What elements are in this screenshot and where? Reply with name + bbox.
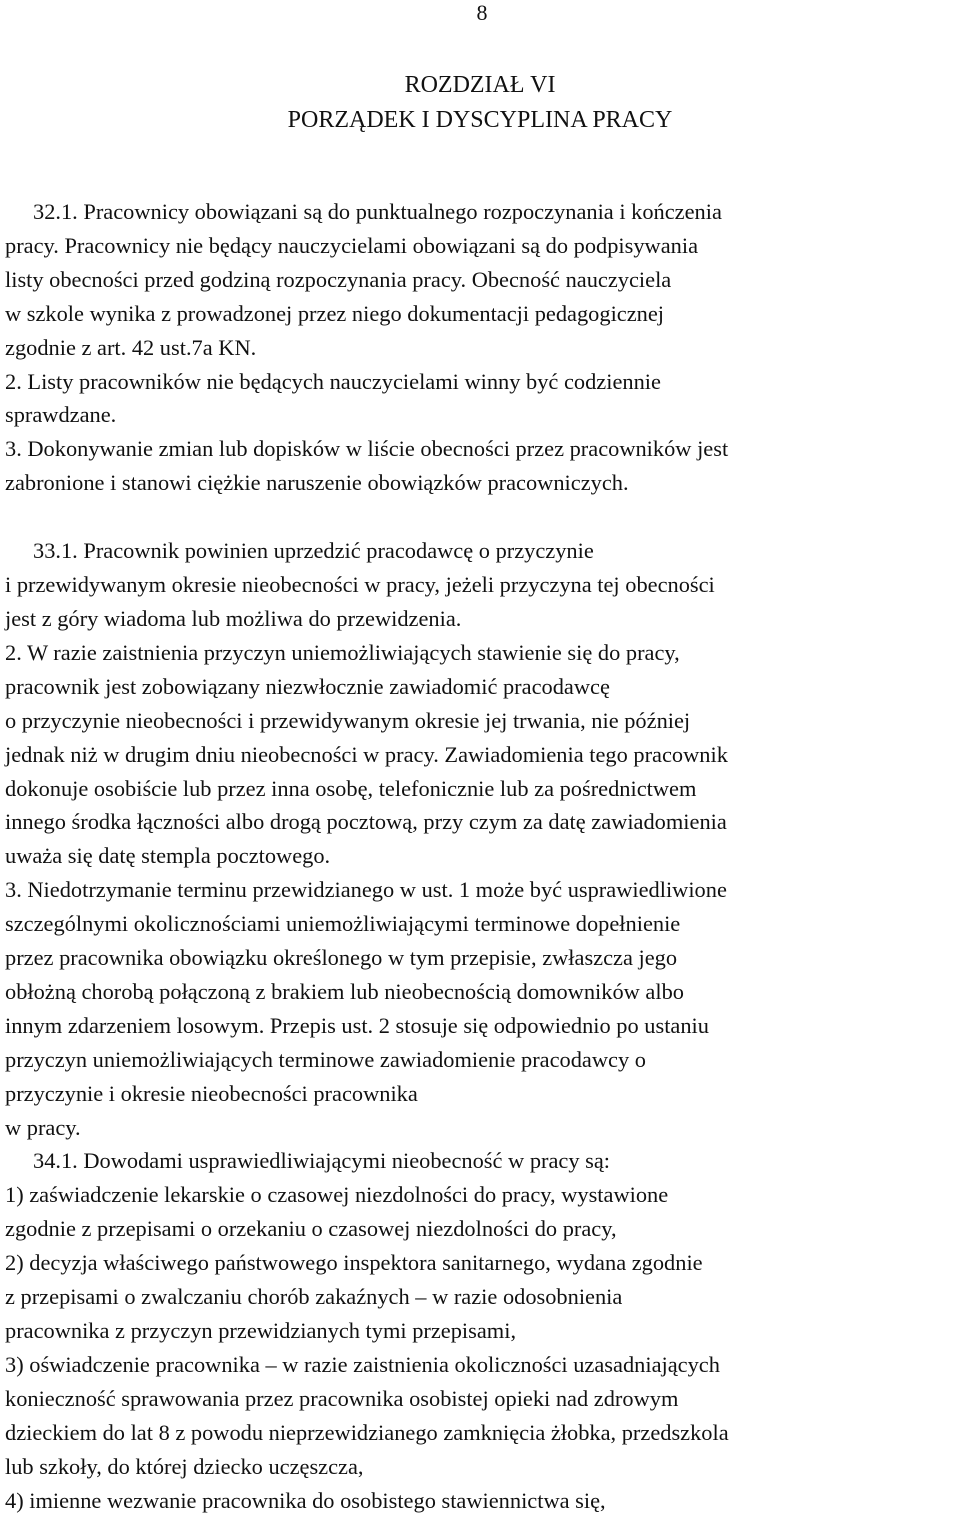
section-33	[5, 534, 960, 1144]
paragraph-line: obłożną chorobą połączoną z brakiem lub nieobecnością domowników albo	[5, 978, 684, 1004]
list-item-line: 2) decyzja właściwego państwowego inspektora sanitarnego, wydana zgodnie	[5, 1250, 703, 1276]
list-item-line: dzieckiem do lat 8 z powodu nieprzewidzianego zamknięcia żłobka, przedszkola	[5, 1419, 729, 1445]
document-body	[5, 195, 960, 1517]
chapter-title: PORZĄDEK I DYSCYPLINA PRACY	[287, 107, 673, 133]
paragraph-line: w pracy.	[5, 1114, 81, 1140]
list-item-line: 4) imienne wezwanie pracownika do osobistego stawiennictwa się,	[5, 1487, 606, 1513]
paragraph-line: 34.1. Dowodami usprawiedliwiającymi nieobecność w pracy są:	[33, 1148, 611, 1174]
paragraph-line: pracownik jest zobowiązany niezwłocznie zawiadomić pracodawcę	[5, 673, 610, 699]
list-item-line: zgodnie z przepisami o orzekaniu o czasowej niezdolności do pracy,	[5, 1216, 617, 1242]
paragraph-line: pracy. Pracownicy nie będący nauczycielami obowiązani są do podpisywania	[5, 232, 699, 258]
paragraph-line: i przewidywanym okresie nieobecności w pracy, jeżeli przyczyna tej obecności	[5, 572, 715, 598]
paragraph-line: w szkole wynika z prowadzonej przez niego dokumentacji pedagogicznej	[5, 300, 665, 326]
list-item-line: 3) oświadczenie pracownika – w razie zaistnienia okoliczności uzasadniających	[5, 1351, 720, 1377]
paragraph-line: sprawdzane.	[5, 402, 117, 428]
paragraph-line: uważa się datę stempla pocztowego.	[5, 843, 331, 869]
list-item-line: z przepisami o zwalczaniu chorób zakaźnych – w razie odosobnienia	[5, 1284, 623, 1310]
page-number: 8	[476, 0, 488, 25]
list-item-line: 1) zaświadczenie lekarskie o czasowej niezdolności do pracy, wystawione	[5, 1182, 669, 1208]
paragraph-line: 32.1. Pracownicy obowiązani są do punktualnego rozpoczynania i kończenia	[33, 199, 722, 224]
paragraph-line: 3. Dokonywanie zmian lub dopisków w liście obecności przez pracowników jest	[5, 436, 729, 462]
list-item-line: konieczność sprawowania przez pracownika osobistej opieki nad zdrowym	[5, 1385, 679, 1411]
paragraph-line: 2. Listy pracowników nie będących nauczycielami winny być codziennie	[5, 368, 661, 394]
section-34	[5, 1144, 960, 1517]
paragraph-line: zgodnie z art. 42 ust.7a KN.	[5, 334, 257, 360]
paragraph-line: przyczyn uniemożliwiających terminowe zawiadomienie pracodawcy o	[5, 1046, 646, 1072]
paragraph-line: o przyczynie nieobecności i przewidywanym okresie jej trwania, nie później	[5, 707, 691, 733]
paragraph-line: zabronione i stanowi ciężkie naruszenie obowiązków pracowniczych.	[5, 470, 629, 496]
paragraph-line: listy obecności przed godziną rozpoczynania pracy. Obecność nauczyciela	[5, 266, 672, 292]
paragraph-line: 33.1. Pracownik powinien uprzedzić pracodawcę o przyczynie	[33, 538, 594, 564]
paragraph-line: przez pracownika obowiązku określonego w tym przepisie, zwłaszcza jego	[5, 945, 678, 971]
paragraph-line: szczególnymi okolicznościami uniemożliwiającymi terminowe dopełnienie	[5, 911, 681, 937]
paragraph-line: 3. Niedotrzymanie terminu przewidzianego w ust. 1 może być usprawiedliwione	[5, 877, 727, 903]
paragraph-line: przyczynie i okresie nieobecności pracownika	[5, 1080, 418, 1106]
section-gap	[5, 500, 960, 534]
list-item-line: lub szkoły, do której dziecko uczęszcza,	[5, 1453, 364, 1479]
section-32	[5, 195, 960, 500]
paragraph-line: jednak niż w drugim dniu nieobecności w pracy. Zawiadomienia tego pracownik	[5, 741, 728, 767]
paragraph-line: jest z góry wiadoma lub możliwa do przewidzenia.	[5, 605, 462, 631]
paragraph-line: dokonuje osobiście lub przez inna osobę, telefonicznie lub za pośrednictwem	[5, 775, 697, 801]
chapter-number: ROZDZIAŁ VI	[404, 72, 556, 98]
paragraph-line: 2. W razie zaistnienia przyczyn uniemożliwiających stawienie się do pracy,	[5, 639, 680, 665]
list-item-line: pracownika z przyczyn przewidzianych tymi przepisami,	[5, 1318, 517, 1343]
paragraph-line: innego środka łączności albo drogą pocztową, przy czym za datę zawiadomienia	[5, 809, 727, 835]
paragraph-line: innym zdarzeniem losowym. Przepis ust. 2 stosuje się odpowiednio po ustaniu	[5, 1012, 709, 1038]
